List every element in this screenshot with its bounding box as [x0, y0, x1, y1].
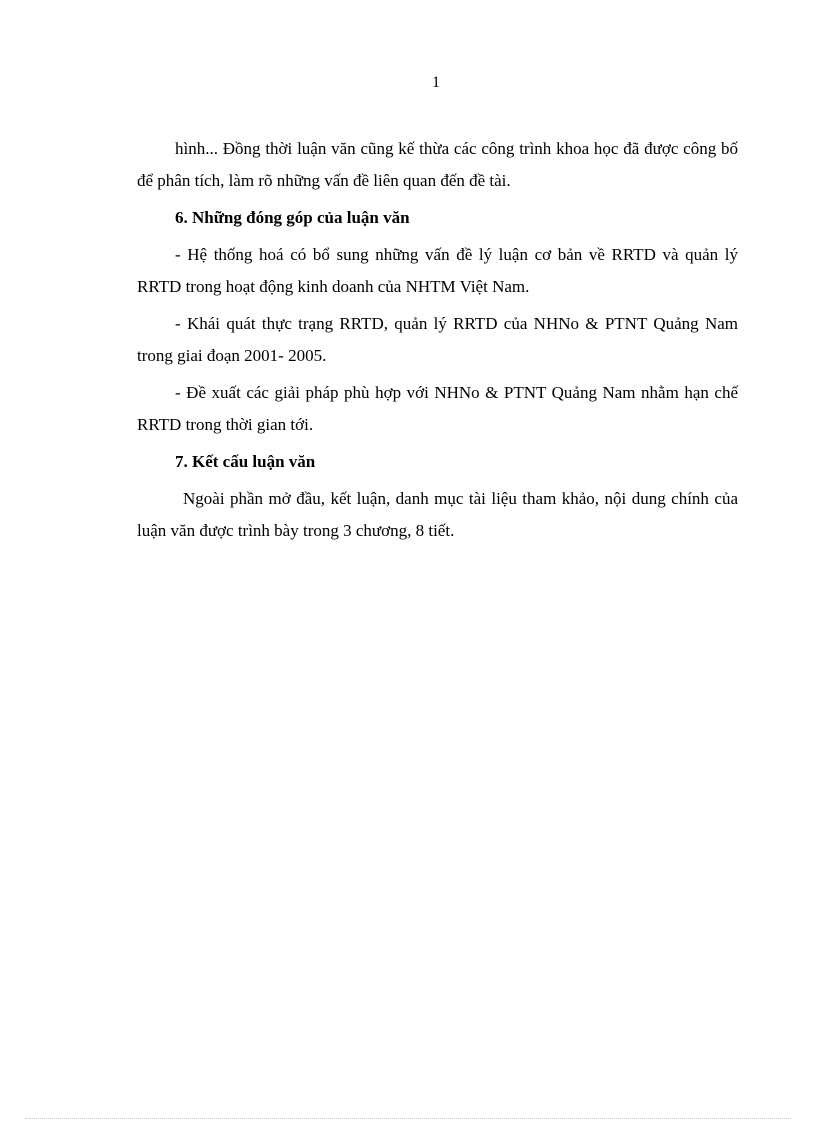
- paragraph-intro-continuation: hình... Đồng thời luận văn cũng kế thừa các công trình khoa học đã được công bố để phân tích, làm rõ những vấn đề liên quan đến đề tài.: [137, 139, 738, 190]
- page-bottom-divider: [25, 1118, 791, 1119]
- paragraph-structure: Ngoài phần mở đầu, kết luận, danh mục tài liệu tham khảo, nội dung chính của luận văn được trình bày trong 3 chương, 8 tiết.: [137, 489, 738, 540]
- contribution-item-1: - Hệ thống hoá có bổ sung những vấn đề lý luận cơ bản về RRTD và quản lý RRTD trong hoạt động kinh doanh của NHTM Việt Nam.: [137, 245, 738, 296]
- contribution-item-2: - Khái quát thực trạng RRTD, quản lý RRTD của NHNo & PTNT Quảng Nam trong giai đoạn 2001- 2005.: [137, 314, 738, 365]
- section-heading-contributions: 6. Những đóng góp của luận văn: [175, 208, 410, 227]
- section-heading-structure: 7. Kết cấu luận văn: [175, 452, 316, 471]
- page-number: 1: [432, 74, 440, 91]
- document-body: [137, 133, 738, 552]
- contribution-item-3: - Đề xuất các giải pháp phù hợp với NHNo & PTNT Quảng Nam nhằm hạn chế RRTD trong thời gian tới.: [137, 383, 738, 434]
